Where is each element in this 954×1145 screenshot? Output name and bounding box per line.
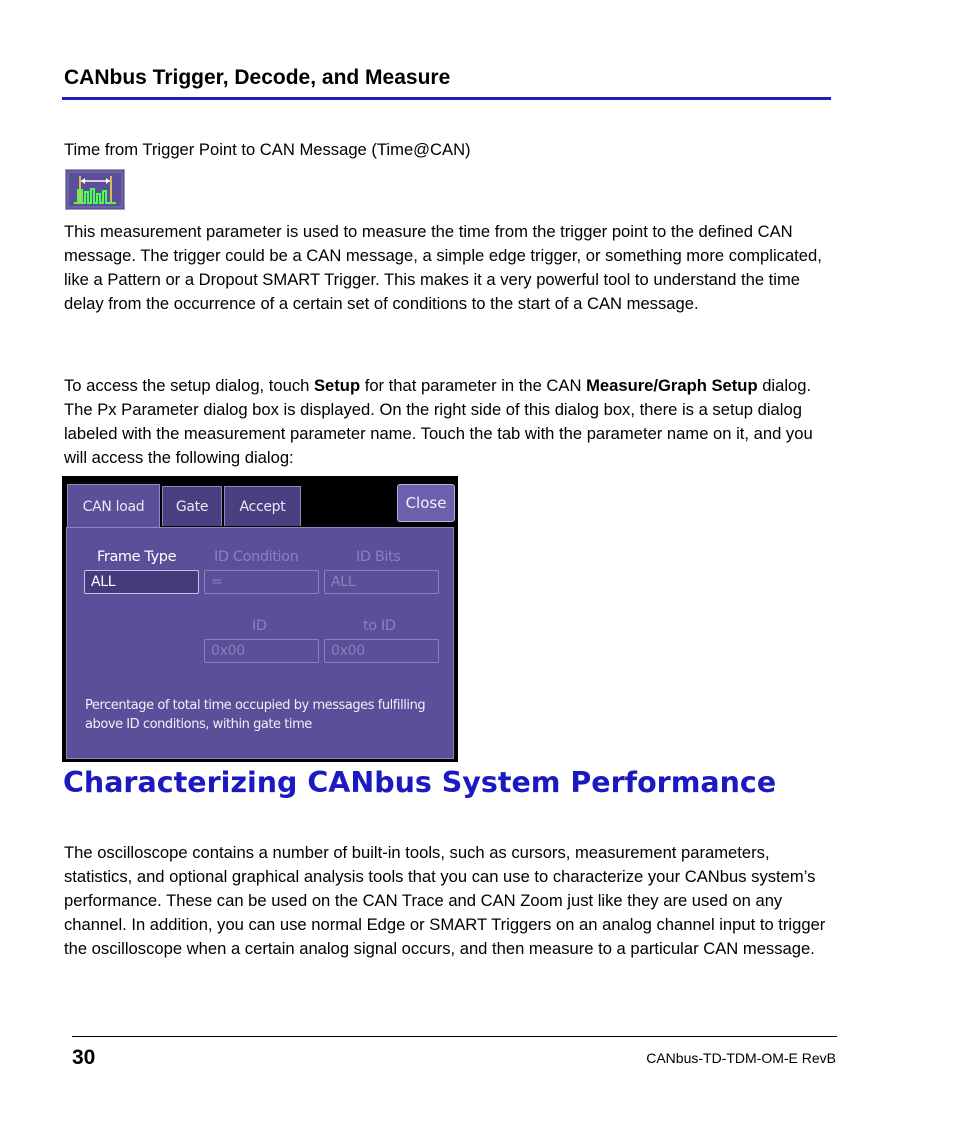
access-bold-setup: Setup (313, 376, 361, 395)
page-number: 30 (72, 1046, 96, 1069)
access-text-2: for that parameter in the CAN (360, 376, 587, 395)
document-id: CANbus-TD-TDM-OM-E RevB (646, 1050, 836, 1066)
can-load-setup-dialog (62, 476, 458, 762)
dialog-description: Percentage of total time occupied by messages fulfilling above ID conditions, within gate time (85, 698, 426, 732)
to-id-label: to ID (363, 618, 396, 634)
section-title: Characterizing CANbus System Performance (63, 766, 777, 799)
close-button[interactable]: Close (397, 484, 455, 522)
id-condition-field: = (204, 570, 319, 594)
frame-type-label: Frame Type (97, 549, 177, 565)
header-title: CANbus Trigger, Decode, and Measure (64, 66, 451, 89)
to-id-field: 0x00 (324, 639, 439, 663)
access-text-3: dialog. The Px Parameter dialog box is displayed. On the right side of this dialog box, there is a setup dialog labeled with the measurement parameter name. Touch the tab with the parameter name on it, and you will access the following dialog: (64, 376, 813, 467)
frame-type-field[interactable]: ALL (84, 570, 199, 594)
dialog-panel (66, 527, 454, 759)
tab-gate[interactable]: Gate (162, 486, 222, 526)
footer-rule (72, 1036, 837, 1037)
access-bold-measure-graph-setup: Measure/Graph Setup (586, 376, 758, 395)
measurement-description: This measurement parameter is used to measure the time from the trigger point to the defined CAN message. The trigger could be a CAN message, a simple edge trigger, or something more complicated, like a Pattern or a Dropout SMART Trigger. This makes it a very powerful tool to understand the time delay from the occurrence of a certain set of conditions to the start of a CAN message. (64, 222, 822, 313)
id-label: ID (252, 618, 267, 634)
section-body: The oscilloscope contains a number of built-in tools, such as cursors, measurement parameters, statistics, and optional graphical analysis tools that you can use to characterize your CANbus system’s performance. These can be used on the CAN Trace and CAN Zoom just like they are used on any channel. In addition, you can use normal Edge or SMART Triggers on an analog channel input to trigger the oscilloscope when a certain analog signal occurs, and then measure to a particular CAN message. (64, 843, 826, 958)
tab-accept[interactable]: Accept (224, 486, 301, 526)
time-at-can-measurement-icon (65, 169, 125, 210)
header-rule (62, 97, 831, 100)
access-text-1: To access the setup dialog, touch (64, 376, 314, 395)
id-bits-label: ID Bits (356, 549, 401, 565)
access-instructions (64, 374, 834, 470)
id-field: 0x00 (204, 639, 319, 663)
tab-can-load[interactable]: CAN load (67, 484, 160, 528)
measurement-caption: Time from Trigger Point to CAN Message (Time@CAN) (64, 140, 471, 159)
id-bits-field: ALL (324, 570, 439, 594)
id-condition-label: ID Condition (214, 549, 299, 565)
